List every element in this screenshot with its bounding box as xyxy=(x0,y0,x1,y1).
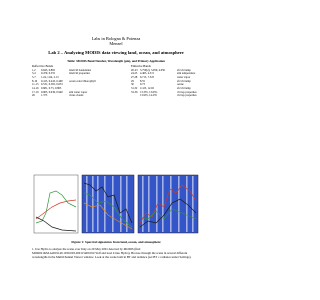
author: Menzel xyxy=(109,41,123,46)
table-title: Table: MODIS Band Number, Wavelength (μm), and Primary Application xyxy=(67,59,165,63)
band-stripe xyxy=(104,176,106,232)
application: land/cld boundaries xyxy=(69,68,91,72)
spectral-signature-figure xyxy=(32,173,200,237)
band-stripe xyxy=(178,176,180,232)
band-number: 29 xyxy=(131,79,134,83)
wavelength: 6.715, 7.325 xyxy=(140,75,154,79)
wavelength: 13.935, 14.235 xyxy=(140,94,157,98)
reflective-header: Reflective Bands xyxy=(32,64,54,68)
band-number: 17-19 xyxy=(32,90,39,94)
wavelength: 1.375 xyxy=(41,94,48,98)
emissive-row xyxy=(131,94,197,98)
band-stripe xyxy=(92,176,94,232)
wavelength: 0.470, 0.555 xyxy=(41,72,55,76)
wavelength: 0.681, 0.75, 0.865 xyxy=(41,87,62,91)
wavelength: 13.335, 13.635, xyxy=(140,90,158,94)
reflective-row xyxy=(32,94,84,98)
application: sfc/cld temp xyxy=(177,87,191,91)
band-number: 24,25 xyxy=(131,72,138,76)
emissive-bands-panel xyxy=(138,175,198,233)
band-stripe xyxy=(142,176,144,232)
band-number: 14-16 xyxy=(32,87,39,91)
figure-caption: Figure 1: Spectral signatures from land, ocean, and atmosphere xyxy=(71,240,161,244)
application: atm water vapor xyxy=(69,90,88,94)
band-number: 20-23 xyxy=(131,68,138,72)
wavelength: 9.73 xyxy=(140,83,145,87)
wavelength: 4.465, 4.515 xyxy=(140,72,154,76)
reflectance-panel xyxy=(34,175,78,233)
application: sfc/cld temp xyxy=(177,79,191,83)
band-number: 30 xyxy=(131,83,134,87)
wavelength: 8.55 xyxy=(140,79,145,83)
wavelength: 0.905, 0.936, 0.940 xyxy=(41,90,63,94)
application: ozone xyxy=(177,83,184,87)
band-number: 8-10 xyxy=(32,79,38,83)
band-number: 27,28 xyxy=(131,75,138,79)
application: sfc/cld temp xyxy=(177,68,191,72)
band-number: 33-36 xyxy=(131,90,138,94)
lab-location: Labs in Bologna & Potenza xyxy=(91,36,141,41)
wavelength: 0.645, 0.865 xyxy=(41,68,55,72)
band-number: 31,32 xyxy=(131,87,138,91)
band-stripe xyxy=(192,176,194,232)
application: cirrus clouds xyxy=(69,94,84,98)
band-stripe xyxy=(97,176,99,232)
application: cld top properties xyxy=(177,90,197,94)
page-title: Lab 2 – Analyzing MODIS data viewing land, ocean, and atmosphere xyxy=(48,50,184,55)
reflective-section xyxy=(32,64,96,98)
application: atm temperature xyxy=(177,72,196,76)
wavelength: 0.415, 0.443, 0.490 xyxy=(41,79,63,83)
emissive-header: Emissive Bands xyxy=(131,64,151,68)
band-stripe xyxy=(148,176,150,232)
band-stripe xyxy=(162,176,164,232)
wavelength: 0.531, 0.565, 0.653 xyxy=(41,83,63,87)
emissive-section xyxy=(131,64,197,98)
band-stripe xyxy=(120,176,122,232)
application: cld top properties xyxy=(177,94,197,98)
band-number: 5-7 xyxy=(32,75,36,79)
band-stripe xyxy=(112,176,114,232)
instruction-paragraph: 1. Use Hydra to analyze the scene over Italy on 29 May 2001 detected by MODIS (find MOD021KM.A2001149.1030.003.2001154001917.hdf and load it into Hydra). Browse through the scene in several different wavelengths in the MultiChannel Viewer window. Look at the scene both in BT and radiance (set BT = radiance under Settings). xyxy=(32,247,192,259)
wavelength: 3.750(2), 3.959, 4.050 xyxy=(140,68,165,72)
band-number: 11-13 xyxy=(32,83,39,87)
application: land/cld properties xyxy=(69,72,90,76)
application: ocean color/chlorophyll xyxy=(69,79,96,83)
band-number: 1,2 xyxy=(32,68,36,72)
band-number: 26 xyxy=(32,94,35,98)
band-number: 3,4 xyxy=(32,72,36,76)
application: water vapor xyxy=(177,75,191,79)
wavelength: 1.24, 1.64, 2.13 xyxy=(41,75,59,79)
wavelength: 11.03, 12.02 xyxy=(140,87,154,91)
